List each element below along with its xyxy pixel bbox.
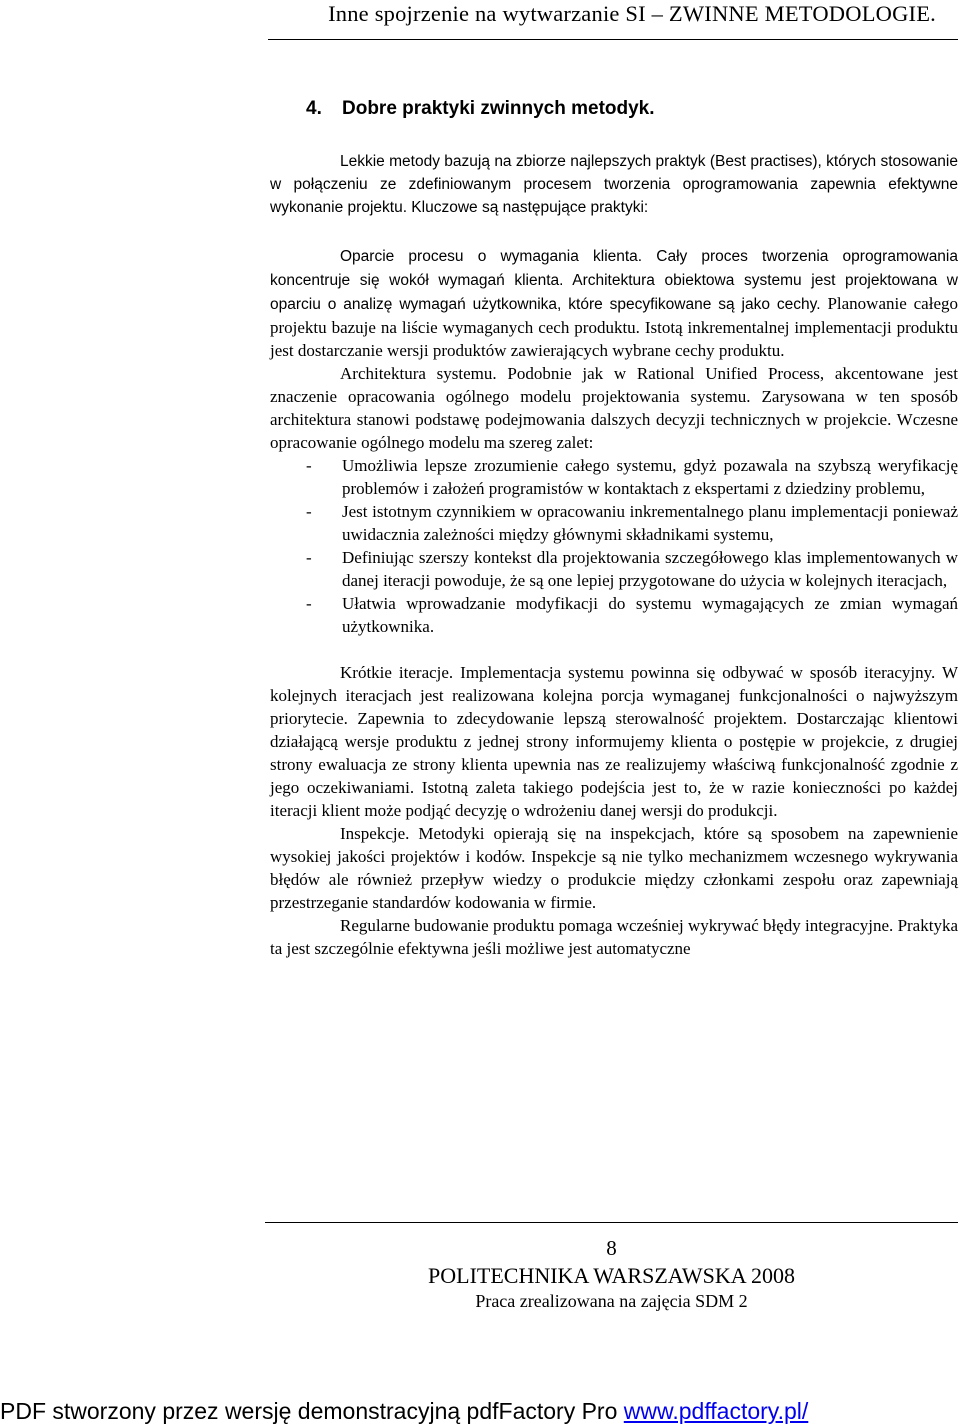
spacer (270, 638, 958, 661)
practice-text-3: Planowanie całego projektu bazuje na liście wymaganych cech produktu. Istotą inkrementalnej implementacji produktu jest dostarczanie wersji produktów zawierających wybrane cechy produktu. (270, 294, 958, 360)
list-item-text: Definiując szerszy kontekst dla projektowania szczegółowego klas implementowanych w danej iteracji powoduje, że są one lepiej przygotowane do użycia w kolejnych iteracjach, (342, 548, 958, 590)
practice-text-2: Architektura obiektowa systemu jest projektowana w oparciu o analizę wymagań użytkownika, które specyfikowane są jako cechy. (270, 272, 958, 313)
bullet-dash: - (306, 594, 312, 613)
list-item (270, 546, 958, 592)
footer-university: POLITECHNIKA WARSZAWSKA 2008 (428, 1263, 795, 1288)
list-item (270, 592, 958, 638)
section-number: 4. (306, 98, 322, 119)
list-item (270, 454, 958, 500)
watermark-text: PDF stworzony przez wersję demonstracyjną pdfFactory Pro (0, 1398, 624, 1424)
spacer (270, 219, 958, 244)
intro-text-2: Kluczowe są następujące praktyki: (407, 199, 649, 216)
footer-work-note: Praca zrealizowana na zajęcia SDM 2 (475, 1291, 748, 1311)
section-heading (306, 98, 958, 120)
bullet-dash: - (306, 548, 312, 567)
practice-paragraph-requirements (270, 244, 958, 362)
watermark-link[interactable]: www.pdffactory.pl/ (623, 1398, 809, 1424)
practice-paragraph-architecture: Architektura systemu. Podobnie jak w Rational Unified Process, akcentowane jest znaczenie opracowania ogólnego modelu projektowania systemu. Zarysowana w ten sposób architektura stanowi podstawę podejmowania dalszych decyzji technicznych w projekcie. Wczesne opracowanie ogólnego modelu ma szereg zalet: (270, 364, 958, 452)
pdf-watermark (0, 1396, 960, 1426)
advantages-list (270, 454, 958, 638)
practice-paragraph-iterations: Krótkie iteracje. Implementacja systemu powinna się odbywać w sposób iteracyjny. W kolejnych iteracjach jest realizowana kolejna porcja wymaganej funkcjonalności o najwyższym priorytecie. Zapewnia to zdecydowanie lepszą sterowalność projektem. Dostarczając klientowi działającą wersje produktu z jednej strony informujemy klienta o postępie w projekcie, z drugiej strony ewaluacja ze strony klienta upewnia nas ze realizujemy właściwą funkcjonalność zgodnie z jego oczekiwaniami. Istotną zaleta takiego podejścia jest to, że w razie konieczności po każdej iteracji klient może podjąć decyzję o wdrożeniu danej wersji do produkcji. (270, 663, 958, 820)
page-number: 8 (606, 1236, 617, 1260)
list-item-text: Jest istotnym czynnikiem w opracowaniu inkrementalnego planu implementacji ponieważ uwidacznia zależności między głównymi składnikami systemu, (342, 502, 958, 544)
bullet-dash: - (306, 456, 312, 475)
footer-divider (265, 1222, 958, 1223)
section-title: Dobre praktyki zwinnych metodyk. (342, 98, 655, 119)
bullet-dash: - (306, 502, 312, 521)
intro-paragraph (270, 150, 958, 219)
practice-paragraph-builds: Regularne budowanie produktu pomaga wcześniej wykrywać błędy integracyjne. Praktyka ta jest szczególnie efektywna jeśli możliwe jest automatyczne (270, 916, 958, 958)
intro-text-1: Lekkie metody bazują na zbiorze najlepszych praktyk (Best practises), których stosowanie w połączeniu ze zdefiniowanym procesem tworzenia oprogramowania zapewnia efektywne wykonanie projektu. (270, 153, 958, 216)
document-body (270, 98, 958, 960)
list-item-text: Umożliwia lepsze zrozumienie całego systemu, gdyż pozawala na szybszą weryfikację problemów i założeń programistów w kontaktach z ekspertami z dziedziny problemu, (342, 456, 958, 498)
page-header (268, 0, 958, 40)
header-title: Inne spojrzenie na wytwarzanie SI – ZWINNE METODOLOGIE. (328, 1, 936, 26)
list-item (270, 500, 958, 546)
practice-text-1: Oparcie procesu o wymagania klienta. Cały proces tworzenia oprogramowania koncentruje się wokół wymagań klienta. (270, 248, 958, 289)
practice-paragraph-inspections: Inspekcje. Metodyki opierają się na inspekcjach, które są sposobem na zapewnienie wysokiej jakości projektów i kodów. Inspekcje są nie tylko mechanizmem wczesnego wykrywania błędów ale również przepływ wiedzy o produkcie między członkami zespołu oraz zapewniają przestrzeganie standardów kodowania w firmie. (270, 824, 958, 912)
list-item-text: Ułatwia wprowadzanie modyfikacji do systemu wymagających ze zmian wymagań użytkownika. (342, 594, 958, 636)
